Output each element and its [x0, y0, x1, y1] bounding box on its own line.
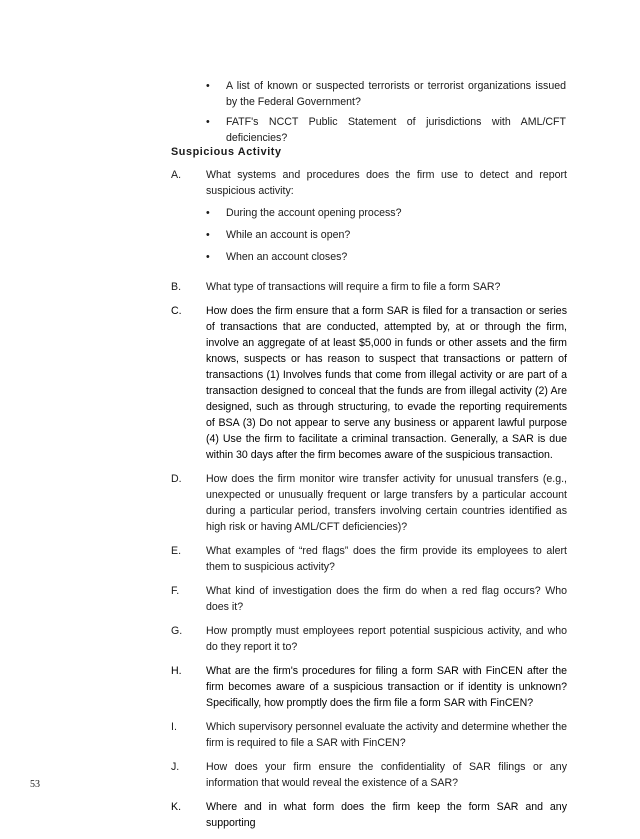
item-letter: B. — [171, 281, 182, 293]
item-text: Which supervisory personnel evaluate the activity and determine whether the firm is required to file a SAR with FinCEN? — [206, 721, 567, 749]
question-item-c — [171, 303, 567, 463]
list-item — [206, 227, 567, 243]
item-letter: E. — [171, 545, 182, 557]
list-item — [206, 114, 566, 146]
item-text: What examples of “red flags” does the firm provide its employees to alert them to suspicious activity? — [206, 545, 567, 573]
item-text: Where and in what form does the firm keep the form SAR and any supporting — [206, 801, 567, 829]
list-item-text: When an account closes? — [226, 251, 348, 263]
item-text: What are the firm's procedures for filing a form SAR with FinCEN after the firm becomes aware of a suspicious transaction or if identity is unknown? Specifically, how promptly does the firm file a form SAR with FinCEN? — [206, 665, 567, 709]
bullet-icon: • — [206, 207, 210, 219]
list-item-text: During the account opening process? — [226, 207, 402, 219]
item-text: How does your firm ensure the confidentiality of SAR filings or any information that would reveal the existence of a SAR? — [206, 761, 567, 789]
question-item-h — [171, 663, 567, 711]
item-text: How promptly must employees report potential suspicious activity, and who do they report it to? — [206, 625, 567, 653]
list-item-text: FATF's NCCT Public Statement of jurisdictions with AML/CFT deficiencies? — [226, 116, 566, 144]
item-letter: G. — [171, 625, 183, 637]
list-item — [206, 78, 566, 110]
item-letter: A. — [171, 169, 182, 181]
bullet-icon: • — [206, 80, 210, 92]
item-letter: D. — [171, 473, 182, 485]
sub-bullet-list — [206, 205, 567, 265]
item-letter: H. — [171, 665, 182, 677]
item-text: What systems and procedures does the firm use to detect and report suspicious activity: — [206, 169, 567, 197]
section-heading: Suspicious Activity — [171, 146, 282, 158]
question-item-f — [171, 583, 567, 615]
item-text: How does the firm monitor wire transfer activity for unusual transfers (e.g., unexpected or unusually frequent or large transfers by a particular account during a particular period, transfers involving certain countries identified as high risk or having AML/CFT deficiencies)? — [206, 473, 567, 533]
bullet-icon: • — [206, 251, 210, 263]
question-item-a — [171, 167, 567, 271]
item-letter: F. — [171, 585, 180, 597]
item-letter: C. — [171, 305, 182, 317]
bullet-icon: • — [206, 116, 210, 128]
list-item — [206, 205, 567, 221]
item-letter: I. — [171, 721, 177, 733]
list-item — [206, 249, 567, 265]
list-item-text: A list of known or suspected terrorists or terrorist organizations issued by the Federal Government? — [226, 80, 566, 108]
bullet-icon: • — [206, 229, 210, 241]
question-list — [171, 167, 567, 839]
question-item-e — [171, 543, 567, 575]
question-item-j — [171, 759, 567, 791]
list-item-text: While an account is open? — [226, 229, 351, 241]
question-item-i — [171, 719, 567, 751]
question-item-b — [171, 279, 567, 295]
item-letter: J. — [171, 761, 180, 773]
item-text: How does the firm ensure that a form SAR is filed for a transaction or series of transactions that are conducted, attempted by, at or through the firm, involve an aggregate of at least $5,000 in funds or other assets and the firm knows, suspects or has reason to suspect that transactions or pattern of transactions (1) Involves funds that come from illegal activity or are part of a transaction designed to conceal that the funds are from illegal activity (2) Are designed, such as through structuring, to evade the reporting requirements of BSA (3) Do not appear to serve any business or apparent lawful purpose (4) Use the firm to facilitate a criminal transaction. Generally, a SAR is due within 30 days after the firm becomes aware of the suspicious transaction. — [206, 305, 567, 461]
item-text: What kind of investigation does the firm do when a red flag occurs? Who does it? — [206, 585, 567, 613]
question-item-d — [171, 471, 567, 535]
question-item-g — [171, 623, 567, 655]
question-item-k — [171, 799, 567, 831]
top-bullet-list — [206, 78, 566, 150]
page-number: 53 — [30, 779, 40, 790]
item-text: What type of transactions will require a firm to file a form SAR? — [206, 281, 501, 293]
item-letter: K. — [171, 801, 182, 813]
